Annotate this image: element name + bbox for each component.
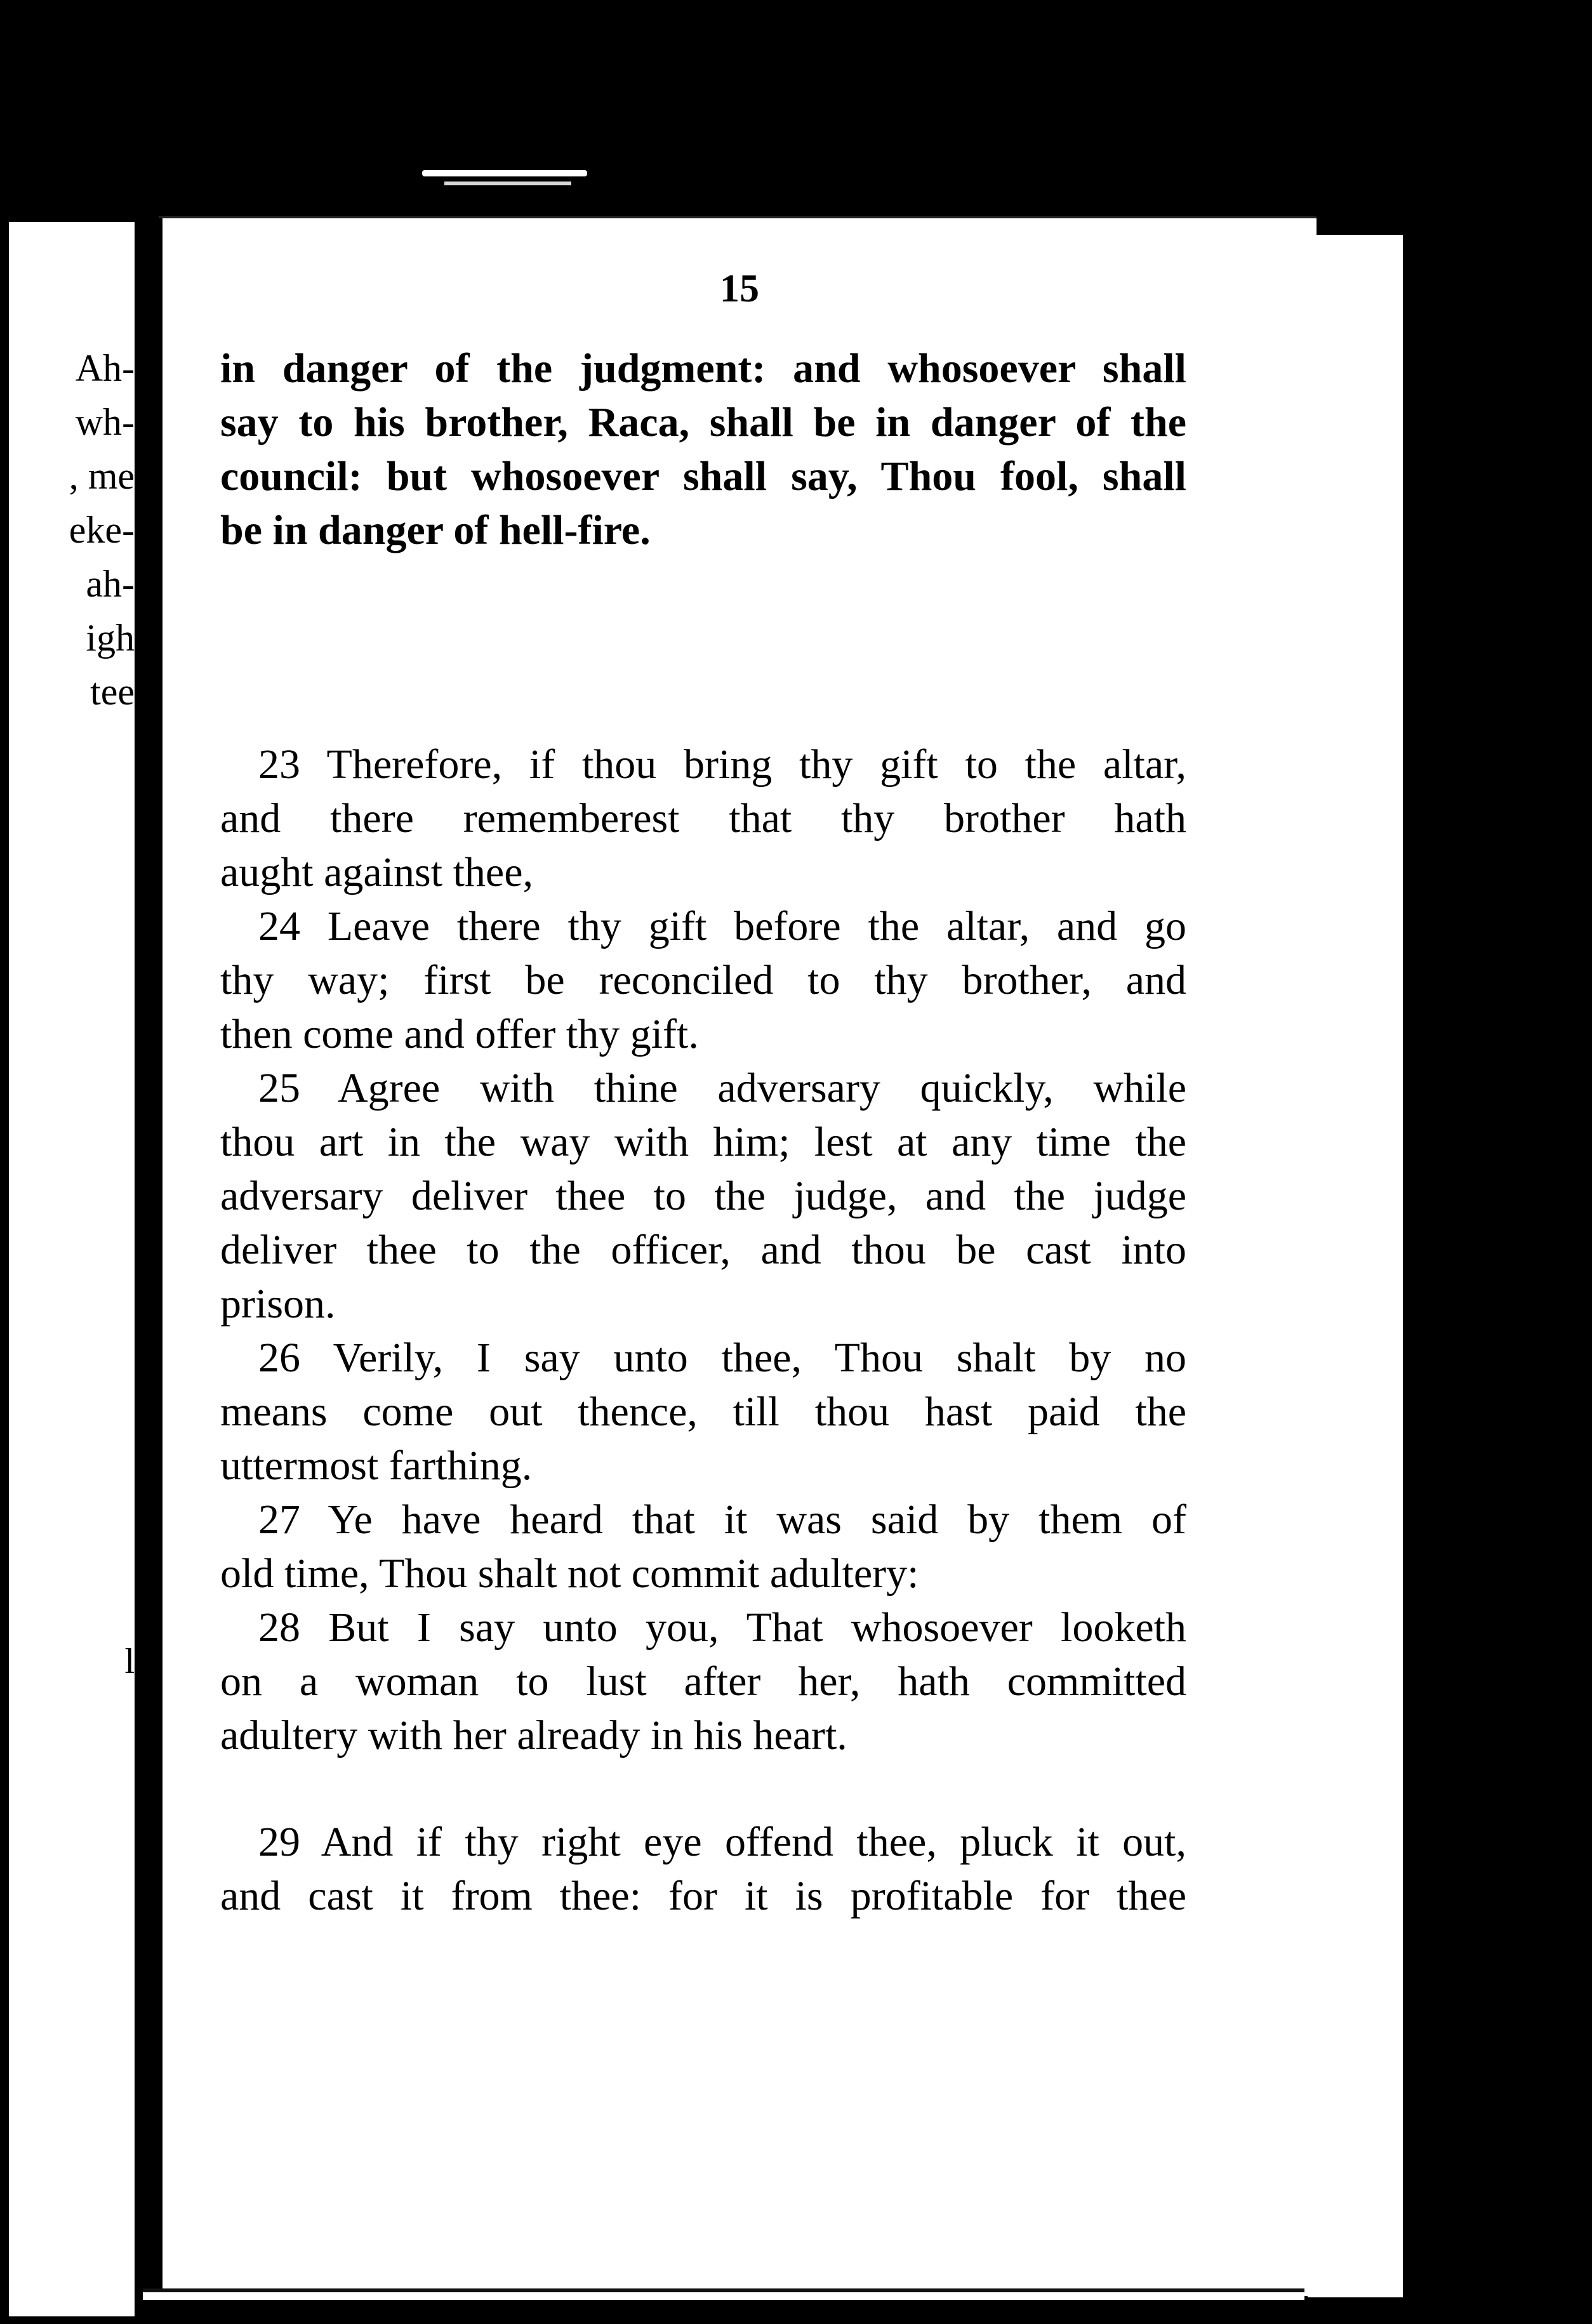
verse-line: means come out thence, till thou hast paid the	[220, 1389, 1186, 1435]
text-line: be in danger of hell-fire.	[220, 507, 651, 553]
verse-line: deliver thee to the officer, and thou be cast into	[220, 1227, 1186, 1273]
book-page	[159, 216, 1317, 2296]
verse-line: thou art in the way with him; lest at any time the	[220, 1119, 1186, 1165]
verse-line: 26 Verily, I say unto thee, Thou shalt by no	[258, 1335, 1186, 1381]
verse-line: uttermost farthing.	[220, 1443, 533, 1489]
verse-line: adversary deliver thee to the judge, and the judge	[220, 1173, 1186, 1219]
verse-line: and there rememberest that thy brother hath	[220, 795, 1186, 842]
verse-29	[220, 1815, 1186, 1923]
verse-line: adultery with her already in his heart.	[220, 1712, 847, 1759]
verse-line: 25 Agree with thine adversary quickly, while	[258, 1065, 1186, 1111]
left-fragment-text: Ah-	[75, 347, 135, 389]
verse-line: then come and offer thy gift.	[220, 1011, 699, 1057]
verse-line: aught against thee,	[220, 849, 534, 895]
right-page-edge	[1308, 235, 1403, 2297]
text-line: say to his brother, Raca, shall be in danger of the	[220, 399, 1186, 446]
verse-line: old time, Thou shalt not commit adultery:	[220, 1550, 919, 1597]
verse-line: and cast it from thee: for it is profitable for thee	[220, 1873, 1186, 1919]
verse-line: 24 Leave there thy gift before the altar, and go	[258, 903, 1186, 949]
verse-line: prison.	[220, 1281, 336, 1327]
verse-line: 23 Therefore, if thou bring thy gift to the altar,	[258, 741, 1186, 788]
page-number: 15	[720, 267, 759, 310]
left-page-fragment	[9, 222, 135, 2316]
left-fragment-text: , me	[69, 455, 135, 497]
left-fragment-text: tee	[90, 671, 135, 713]
paragraph-continuation	[220, 341, 1186, 557]
text-line: in danger of the judgment: and whosoever shall	[220, 345, 1186, 392]
left-fragment-text: ah-	[86, 563, 135, 605]
left-fragment-text: igh	[86, 617, 135, 659]
verse-line: 28 But I say unto you, That whosoever looketh	[258, 1604, 1186, 1651]
verses-23-28	[220, 737, 1186, 1762]
left-fragment-text: wh-	[75, 401, 135, 443]
verse-line: on a woman to lust after her, hath committed	[220, 1658, 1186, 1705]
left-fragment-text: l	[124, 1642, 135, 1681]
ink-smudge	[444, 182, 571, 185]
verse-line: 27 Ye have heard that it was said by them of	[258, 1496, 1186, 1543]
verse-line: 29 And if thy right eye offend thee, pluck it out,	[258, 1819, 1186, 1865]
ink-smudge	[422, 170, 587, 176]
verse-line: thy way; first be reconciled to thy brother, and	[220, 957, 1186, 1003]
bottom-page-edge	[143, 2288, 1304, 2300]
text-line: council: but whosoever shall say, Thou fool, shall	[220, 453, 1186, 499]
left-fragment-text: eke-	[69, 509, 135, 551]
